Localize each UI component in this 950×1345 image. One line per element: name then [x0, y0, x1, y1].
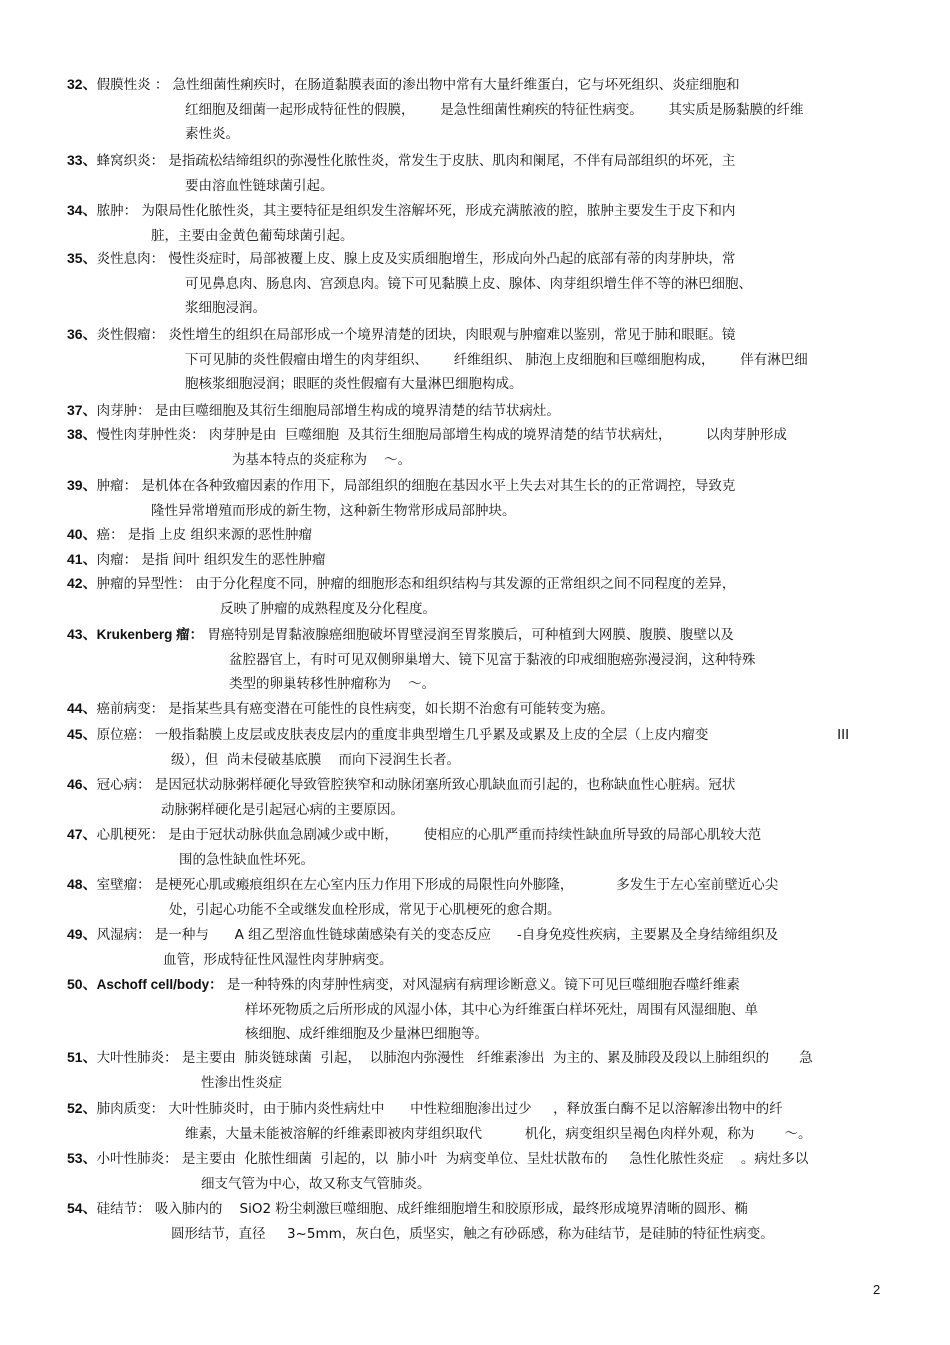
entry-number: 53: [67, 1150, 83, 1166]
entry-first-line: [67, 547, 882, 573]
entry-text: 核细胞、成纤维细胞及少量淋巴细胞等。: [245, 1026, 488, 1042]
glossary-entry: [67, 473, 882, 523]
entry-first-line: [67, 422, 882, 448]
entry-number: 35: [67, 250, 83, 266]
entry-separator: 、: [82, 152, 97, 168]
entry-number: 38: [67, 426, 83, 442]
entry-text: 慢性炎症时，局部被覆上皮、腺上皮及实质细胞增生，形成向外凸起的底部有蒂的肉芽肿块，常: [168, 251, 736, 267]
entry-first-line: [67, 1196, 882, 1222]
entry-separator: 、: [82, 402, 97, 418]
entry-first-line: [67, 722, 882, 748]
entry-number: 47: [67, 826, 83, 842]
entry-continuation-line: [171, 1222, 882, 1247]
glossary-entry: [67, 522, 882, 548]
entry-number: 44: [67, 700, 83, 716]
entry-continuation-line: [185, 296, 882, 321]
entry-text: 要由溶血性链球菌引起。: [185, 177, 334, 194]
entry-first-line: [67, 972, 882, 998]
entry-text: 是指 间叶 组织发生的恶性肿瘤: [141, 552, 326, 568]
entry-text: 是梗死心肌或瘢痕组织在左心室内压力作用下形成的局限性向外膨隆， 多发生于左心室前壁近心尖: [154, 877, 779, 893]
entry-term: 大叶性肺炎：: [96, 1050, 178, 1066]
entry-text: 吸入肺内的 SiO2 粉尘刺激巨噬细胞、成纤维细胞增生和胶原形成，最终形成境界清晰的圆形、椭: [154, 1201, 748, 1217]
glossary-entry: [67, 972, 882, 1047]
entry-first-line: [67, 246, 882, 272]
entry-number: 52: [67, 1100, 83, 1116]
entry-term: 炎性息肉：: [96, 251, 165, 267]
glossary-entry: [67, 872, 882, 922]
glossary-entry: [67, 422, 882, 472]
entry-term: 癌：: [96, 527, 124, 543]
entry-text: 性渗出性炎症: [201, 1074, 282, 1091]
entry-term: 慢性肉芽肿性炎：: [96, 427, 205, 443]
entry-continuation-line: [161, 798, 882, 823]
entry-term: 脓肿：: [96, 203, 138, 219]
entry-continuation-line: [185, 174, 882, 199]
entry-text: 肉芽肿是由 巨噬细胞 及其衍生细胞局部增生构成的境界清楚的结节状病灶， 以肉芽肿形成: [208, 427, 787, 443]
entry-text: 是因冠状动脉粥样硬化导致管腔狭窄和动脉闭塞所致心肌缺血而引起的，也称缺血性心脏病。冠状: [154, 777, 736, 793]
entry-number: 34: [67, 202, 83, 218]
entry-term: 室壁瘤：: [96, 877, 151, 893]
entry-first-line: [67, 622, 882, 648]
entry-continuation-line: [163, 948, 882, 973]
entry-text: 盆腔器官上，有时可见双侧卵巢增大、镜下见富于黏液的印戒细胞癌弥漫浸润，这种特殊: [229, 651, 756, 668]
entry-text: 素性炎。: [185, 126, 239, 142]
entry-separator: 、: [82, 477, 97, 493]
glossary-entry: [67, 922, 882, 972]
entry-continuation-line: [245, 1022, 882, 1047]
glossary-entry: [67, 1146, 882, 1196]
glossary-entry: [67, 571, 882, 621]
entry-term: 肿瘤：: [96, 478, 138, 494]
entry-term: 肺肉质变：: [96, 1101, 165, 1117]
entry-text: 可见鼻息肉、肠息肉、宫颈息肉。镜下可见黏膜上皮、腺体、肉芽组织增生伴不等的淋巴细胞、: [185, 275, 752, 292]
entry-text: 处，引起心功能不全或继发血栓形成，常见于心肌梗死的愈合期。: [169, 901, 561, 918]
entry-text: 样坏死物质之后所形成的风湿小体，其中心为纤维蛋白样坏死灶，周围有风湿细胞、单: [245, 1001, 758, 1018]
entry-first-line: [67, 72, 882, 98]
entry-separator: 、: [82, 426, 97, 442]
entry-first-line: [67, 696, 882, 722]
page-number: 2: [873, 1282, 881, 1297]
entry-text: 级），但 尚未侵破基底膜 而向下浸润生长者。: [171, 751, 460, 768]
entry-continuation-line: [185, 1122, 882, 1147]
entry-term: 肿瘤的异型性：: [96, 576, 192, 592]
entry-continuation-line: [201, 1071, 882, 1096]
entry-first-line: [67, 1146, 882, 1172]
entry-first-line: [67, 1045, 882, 1071]
entry-first-line: [67, 522, 882, 548]
entry-number: 54: [67, 1200, 83, 1216]
entry-text: 血管，形成特征性风湿性肉芽肿病变。: [163, 951, 393, 968]
entry-first-line: [67, 772, 882, 798]
entry-term: Krukenberg 瘤：: [96, 627, 204, 642]
entry-first-line: [67, 198, 882, 224]
entry-separator: 、: [82, 700, 97, 716]
glossary-entry: [67, 398, 882, 424]
entry-continuation-line: [185, 348, 882, 373]
entry-term: 癌前病变：: [96, 701, 165, 717]
entry-term: Aschoff cell/body：: [96, 977, 223, 992]
entry-continuation-line: [185, 98, 882, 123]
entry-separator: 、: [82, 575, 97, 591]
entry-text: 反映了肿瘤的成熟程度及分化程度。: [220, 600, 436, 617]
entry-separator: 、: [82, 76, 97, 92]
glossary-entry: [67, 198, 882, 248]
entry-term: 炎性假瘤：: [96, 327, 165, 343]
entry-text: 为基本特点的炎症称为 ～。: [232, 451, 412, 468]
entry-separator: 、: [82, 551, 97, 567]
entry-number: 43: [67, 626, 83, 642]
entry-continuation-line: [185, 122, 882, 147]
entry-first-line: [67, 571, 882, 597]
entry-number: 33: [67, 152, 83, 168]
glossary-entry: [67, 1196, 882, 1246]
entry-separator: 、: [82, 1150, 97, 1166]
entry-separator: 、: [82, 726, 97, 742]
entry-text: 细支气管为中心，故又称支气管肺炎。: [201, 1175, 431, 1192]
entry-continuation-line: [179, 848, 882, 873]
entry-first-line: [67, 822, 882, 848]
entry-text: 是一种特殊的肉芽肿性病变，对风湿病有病理诊断意义。镜下可见巨噬细胞吞噬纤维素: [226, 977, 740, 993]
entry-text: 胃癌特别是胃黏液腺癌细胞破坏胃壁浸润至胃浆膜后，可种植到大网膜、腹膜、腹壁以及: [207, 627, 734, 643]
glossary-entry: [67, 822, 882, 872]
entry-text: 围的急性缺血性坏死。: [179, 851, 314, 868]
entry-number: 46: [67, 776, 83, 792]
entry-first-line: [67, 398, 882, 424]
entry-continuation-line: [171, 748, 882, 773]
entry-text: 类型的卵巢转移性肿瘤称为 ～。: [229, 676, 436, 692]
entry-text: 动脉粥样硬化是引起冠心病的主要原因。: [161, 801, 404, 818]
entry-continuation-line: [151, 224, 882, 249]
entry-separator: 、: [82, 876, 97, 892]
entry-number: 48: [67, 876, 83, 892]
entry-text: 维素，大量未能被溶解的纤维素即被肉芽组织取代 机化，病变组织呈褐色肉样外观，称为 ～。: [185, 1125, 812, 1142]
entry-text: 是一种与 A 组乙型溶血性链球菌感染有关的变态反应 -自身免疫性疾病，主要累及全身结缔组织及: [154, 927, 779, 943]
glossary-entry: [67, 148, 882, 198]
entry-term: 假膜性炎 ：: [96, 77, 169, 93]
entry-number: 49: [67, 926, 83, 942]
entry-term: 小叶性肺炎：: [96, 1151, 178, 1167]
entry-term: 风湿病：: [96, 927, 151, 943]
entry-number: 51: [67, 1049, 83, 1065]
entry-text: 是指某些具有癌变潜在可能性的良性病变，如长期不治愈有可能转变为癌。: [168, 701, 614, 717]
entry-separator: 、: [82, 926, 97, 942]
entry-text: 为限局性化脓性炎，其主要特征是组织发生溶解坏死，形成充满脓液的腔，脓肿主要发生于皮下和内: [141, 203, 736, 219]
entry-continuation-line: [229, 672, 882, 697]
glossary-entry: [67, 547, 882, 573]
entry-separator: 、: [82, 976, 97, 992]
entry-number: 50: [67, 976, 83, 992]
entry-text: 隆性异常增殖而形成的新生物，这种新生物常形成局部肿块。: [151, 502, 516, 519]
glossary-entry: [67, 722, 882, 772]
entry-term: 原位癌：: [96, 727, 151, 743]
entry-first-line: [67, 473, 882, 499]
entry-separator: 、: [82, 826, 97, 842]
glossary-entry: [67, 72, 882, 147]
entry-continuation-line: [201, 1172, 882, 1197]
entry-number: 36: [67, 326, 83, 342]
entry-text: 圆形结节，直径 3~5mm，灰白色，质坚实，触之有砂砾感，称为硅结节，是硅肺的特征性病变。: [171, 1225, 774, 1242]
entry-text: 是机体在各种致瘤因素的作用下，局部组织的细胞在基因水平上失去对其生长的的正常调控，导致克: [141, 478, 736, 494]
entry-first-line: [67, 1096, 882, 1122]
entry-text: 炎性增生的组织在局部形成一个境界清楚的团块，肉眼观与肿瘤难以鉴别，常见于肺和眼眶。镜: [168, 327, 736, 343]
entry-continuation-line: [169, 898, 882, 923]
glossary-entry: [67, 622, 882, 697]
entry-term: 硅结节：: [96, 1201, 151, 1217]
entry-continuation-line: [220, 597, 882, 622]
entry-number: 45: [67, 726, 83, 742]
entry-text: 是由于冠状动脉供血急剧减少或中断， 使相应的心肌严重而持续性缺血所导致的局部心肌较大范: [168, 827, 762, 843]
entry-continuation-line: [232, 448, 882, 473]
entry-number: 42: [67, 575, 83, 591]
entry-continuation-line: [185, 372, 882, 397]
entry-text: 脏，主要由金黄色葡萄球菌引起。: [151, 227, 354, 244]
glossary-entry: [67, 322, 882, 397]
entry-number: 40: [67, 526, 83, 542]
entry-first-line: [67, 922, 882, 948]
entry-number: 32: [67, 76, 83, 92]
entry-text: 一般指黏膜上皮层或皮肤表皮层内的重度非典型增生几乎累及或累及上皮的全层（上皮内瘤变 III: [154, 727, 850, 743]
entry-continuation-line: [245, 998, 882, 1023]
entry-text: 胞核浆细胞浸润；眼眶的炎性假瘤有大量淋巴细胞构成。: [185, 376, 523, 392]
entry-text: 是主要由 肺炎链球菌 引起， 以肺泡内弥漫性 纤维素渗出 为主的、累及肺段及段以上肺组织的 急: [181, 1050, 813, 1066]
entry-continuation-line: [229, 648, 882, 673]
entry-separator: 、: [82, 326, 97, 342]
entry-separator: 、: [82, 1100, 97, 1116]
entry-continuation-line: [151, 499, 882, 524]
entry-text: 是由巨噬细胞及其衍生细胞局部增生构成的境界清楚的结节状病灶。: [154, 403, 560, 419]
entry-first-line: [67, 322, 882, 348]
glossary-entry: [67, 696, 882, 722]
entry-text: 下可见肺的炎性假瘤由增生的肉芽组织、 纤维组织、 肺泡上皮细胞和巨噬细胞构成， 伴有淋巴细: [185, 351, 808, 368]
entry-term: 蜂窝织炎：: [96, 153, 165, 169]
glossary-entry: [67, 1096, 882, 1146]
entry-number: 39: [67, 477, 83, 493]
entry-text: 急性细菌性痢疾时，在肠道黏膜表面的渗出物中常有大量纤维蛋白，它与坏死组织、炎症细胞和: [172, 77, 740, 93]
entry-text: 是指疏松结缔组织的弥漫性化脓性炎，常发生于皮肤、肌肉和阑尾，不伴有局部组织的坏死，主: [168, 153, 736, 169]
entry-continuation-line: [185, 272, 882, 297]
glossary-entry: [67, 1045, 882, 1095]
entry-separator: 、: [82, 626, 97, 642]
entry-term: 心肌梗死：: [96, 827, 165, 843]
entry-separator: 、: [82, 776, 97, 792]
entry-first-line: [67, 872, 882, 898]
entry-text: 大叶性肺炎时，由于肺内炎性病灶中 中性粒细胞渗出过少 ，释放蛋白酶不足以溶解渗出物中的纤: [168, 1101, 783, 1117]
entry-term: 肉瘤：: [96, 552, 138, 568]
glossary-entry: [67, 772, 882, 822]
entry-first-line: [67, 148, 882, 174]
entry-text: 由于分化程度不同，肿瘤的细胞形态和组织结构与其发源的正常组织之间不同程度的差异，: [195, 576, 736, 592]
entry-text: 是指 上皮 组织来源的恶性肿瘤: [127, 527, 312, 543]
entry-separator: 、: [82, 250, 97, 266]
entry-term: 肉芽肿：: [96, 403, 151, 419]
entry-term: 冠心病：: [96, 777, 151, 793]
glossary-entry: [67, 246, 882, 321]
entry-separator: 、: [82, 526, 97, 542]
entry-number: 37: [67, 402, 83, 418]
entry-separator: 、: [82, 1049, 97, 1065]
entry-separator: 、: [82, 1200, 97, 1216]
entry-text: 浆细胞浸润。: [185, 300, 266, 316]
entry-number: 41: [67, 551, 83, 567]
entry-text: 红细胞及细菌一起形成特征性的假膜， 是急性细菌性痢疾的特征性病变。 其实质是肠黏膜的纤维: [185, 101, 804, 118]
entry-separator: 、: [82, 202, 97, 218]
entry-text: 是主要由 化脓性细菌 引起的，以 肺小叶 为病变单位、呈灶状散布的 急性化脓性炎症 。病灶多以: [181, 1151, 809, 1167]
